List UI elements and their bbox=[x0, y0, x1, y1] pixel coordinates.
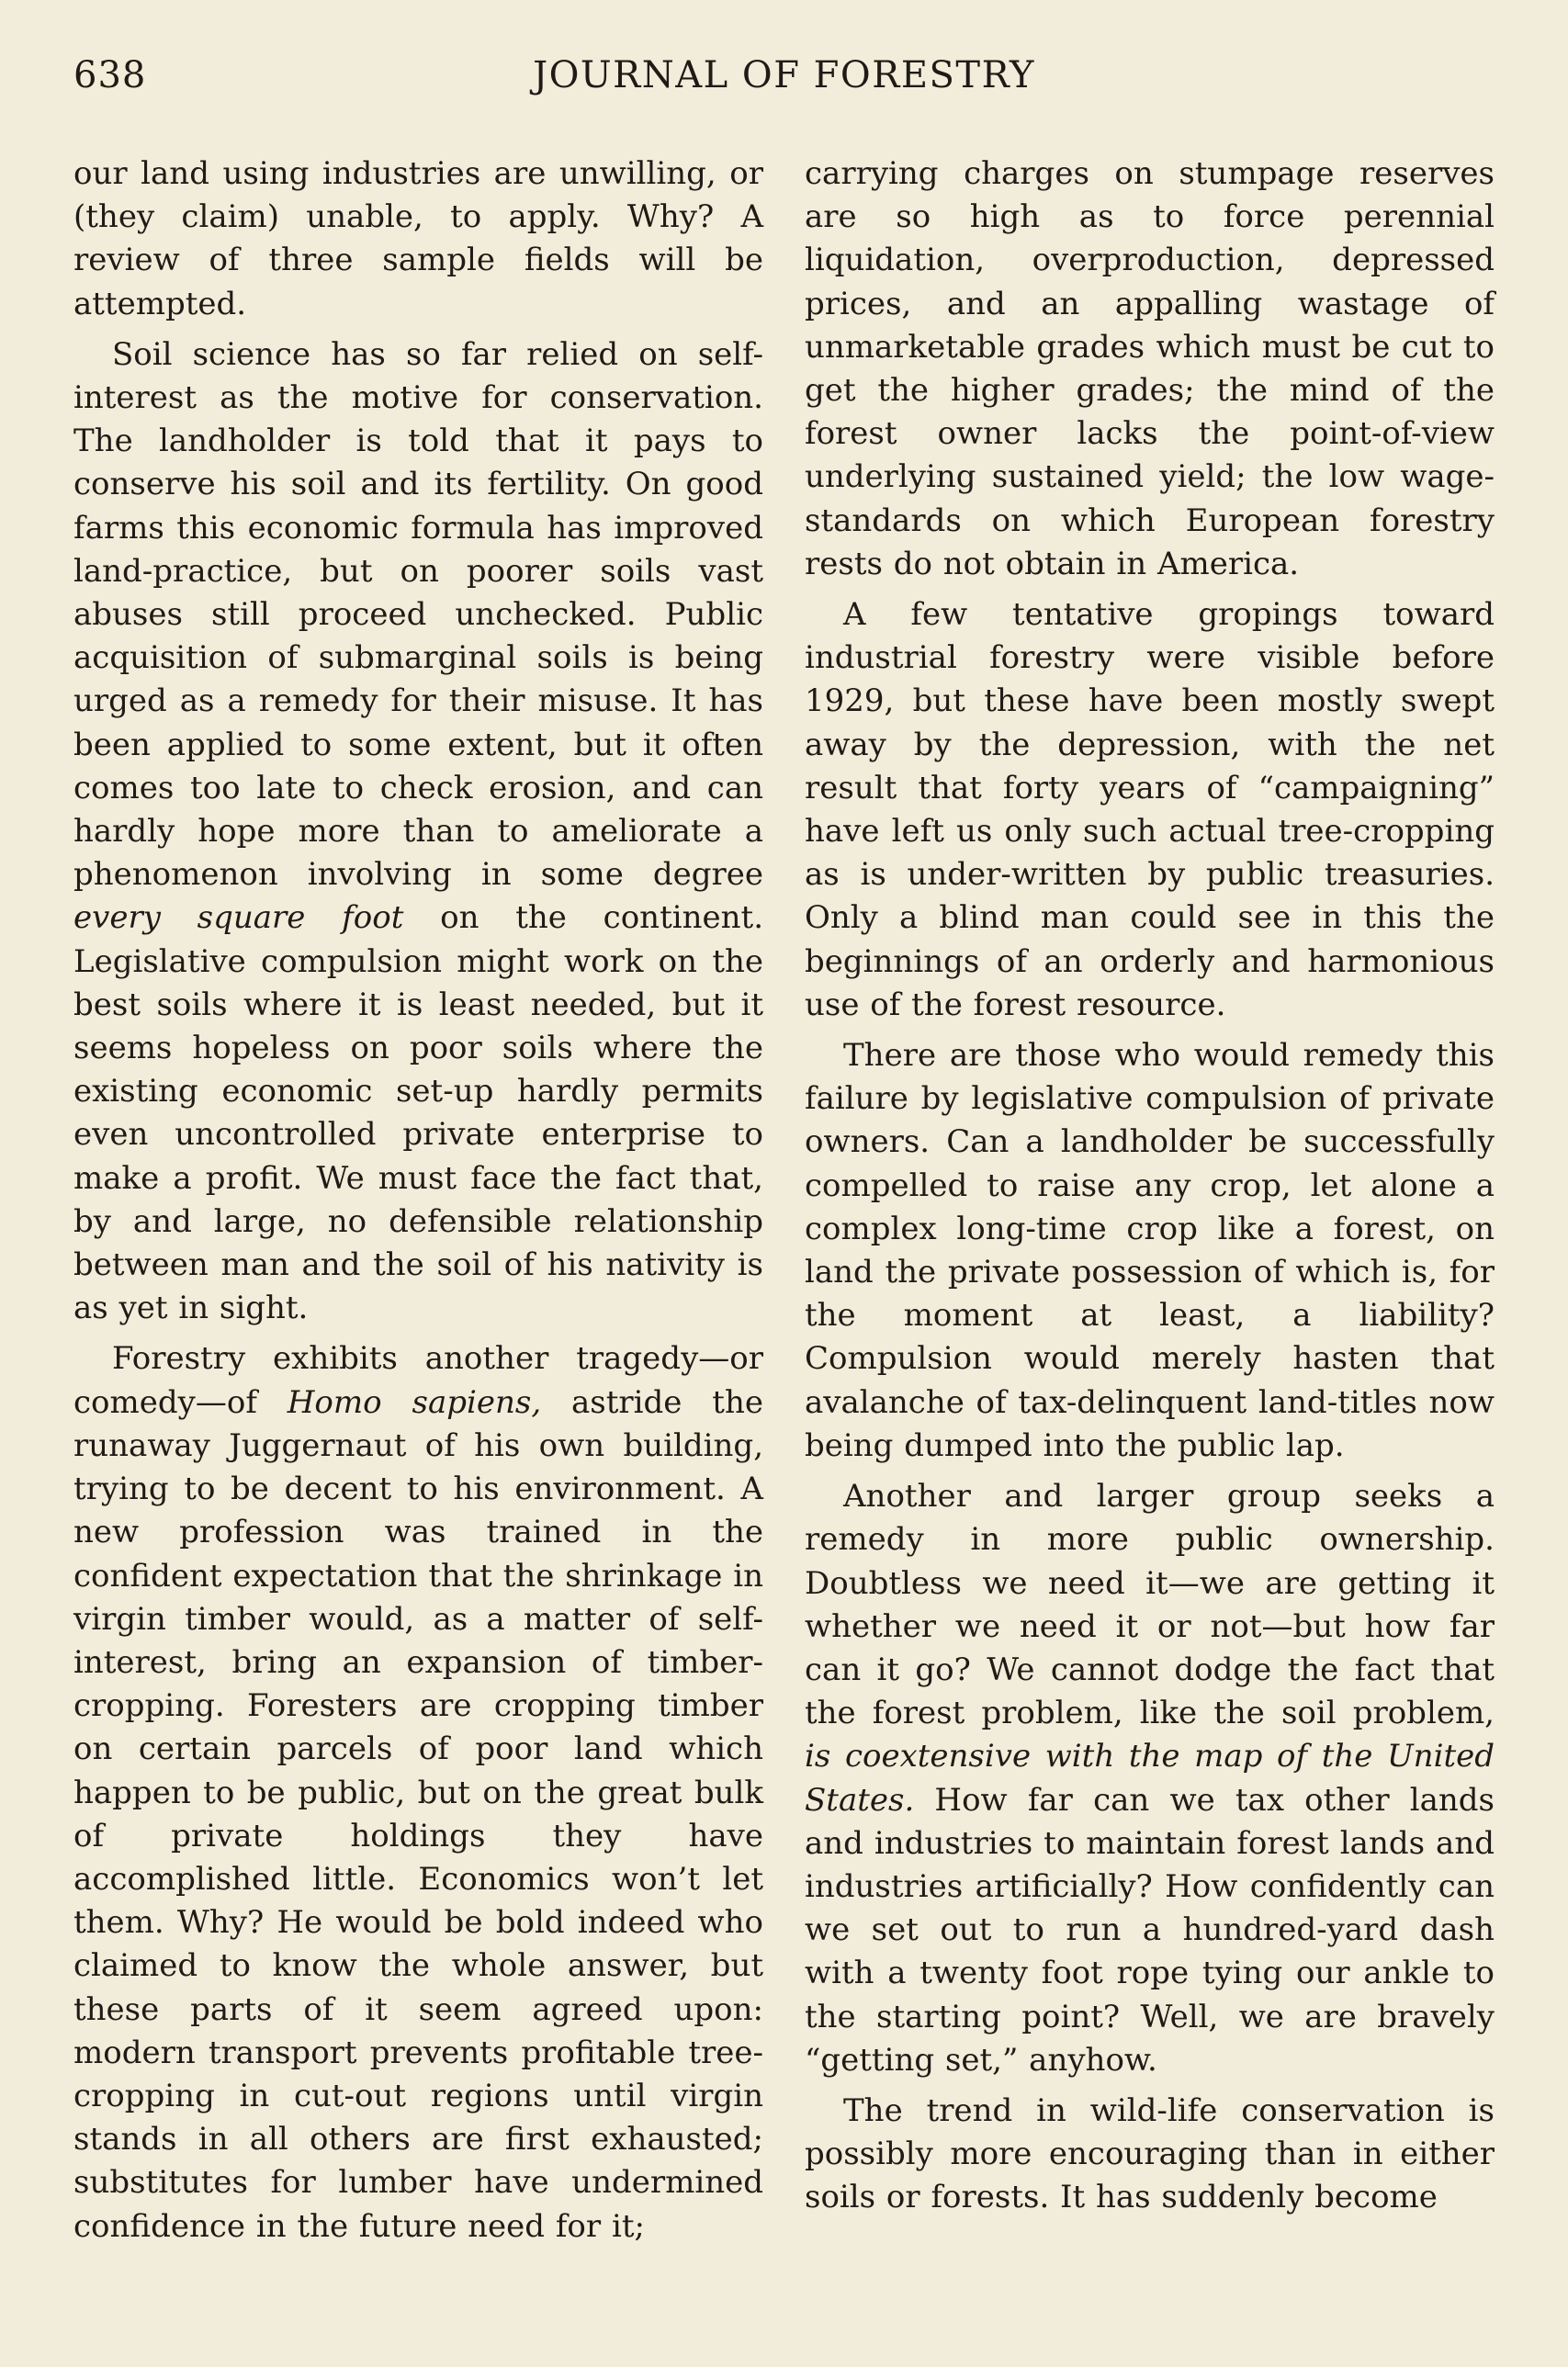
left-p3-text-a: Forestry exhibits another tragedy—or comedy—of bbox=[73, 1340, 763, 1421]
left-p2-text-a: Soil science has so far relied on self-interest as the motive for conservation. The landholder is told that it pays to conserve his soil and its fertility. On good farms this economic formula has improved land-practice, but on poorer soils vast abuses still proceed unchecked. Public acquisition of submarginal soils is being urged as a remedy for their misuse. It has been applied to some extent, but it often comes too late to check erosion, and can hardly hope more than to ameliorate a phenomenon involving in some degree bbox=[73, 335, 763, 894]
right-paragraph-2: A few tentative gropings toward industrial forestry were visible before 1929, but these have been mostly swept away by the depression, with the net result that forty years of “campaigning” have left us only such actual tree-cropping as is under-written by public treasuries. Only a blind man could see in this the beginnings of an orderly and harmonious use of the forest resource. bbox=[805, 596, 1495, 1023]
page-number: 638 bbox=[73, 54, 147, 96]
left-paragraph-2 bbox=[73, 333, 763, 1331]
left-column bbox=[73, 152, 763, 2256]
journal-title: JOURNAL OF FORESTRY bbox=[533, 54, 1035, 96]
right-paragraph-4 bbox=[805, 1475, 1495, 2082]
left-p2-emphasis: every square foot bbox=[73, 899, 404, 937]
right-column bbox=[805, 152, 1495, 2227]
right-paragraph-3: There are those who would remedy this failure by legislative compulsion of private owners. Can a landholder be successfully compelled to raise any crop, let alone a complex long-time crop like a forest, on land the private possession of which is, for the moment at least, a liability? Compulsion would merely hasten that avalanche of tax-delinquent land-titles now being dumped into the public lap. bbox=[805, 1037, 1495, 1464]
right-p4-emphasis: is coextensive with the map of the United States. bbox=[805, 1738, 1495, 1819]
left-p3-emphasis: Homo sapiens, bbox=[287, 1383, 542, 1421]
left-p2-text-b: on the continent. Legislative compulsion might work on the best soils where it is least needed, but it seems hopeless on poor soils where the existing economic set-up hardly permits even uncontrolled private enterprise to make a profit. We must face the fact that, by and large, no defensible relationship between man and the soil of his nativity is as yet in sight. bbox=[73, 899, 763, 1327]
left-paragraph-1: our land using industries are unwilling, or (they claim) unable, to apply. Why? A review of three sample fields will be attempted. bbox=[73, 155, 763, 322]
right-p4-text-b: How far can we tax other lands and industries to maintain forest lands and industries artificially? How confidently can we set out to run a hundred-yard dash with a twenty foot rope tying our ankle to the starting point? Well, we are bravely “getting set,” anyhow. bbox=[805, 1781, 1495, 2079]
left-paragraph-3 bbox=[73, 1337, 763, 2248]
left-p3-text-b: astride the runaway Juggernaut of his own building, trying to be decent to his environment. A new profession was trained in the confident expectation that the shrinkage in virgin timber would, as a matter of self-interest, bring an expansion of timber-cropping. Foresters are cropping timber on certain parcels of poor land which happen to be public, but on the great bulk of private holdings they have accomplished little. Economics won’t let them. Why? He would be bold indeed who claimed to know the whole answer, but these parts of it seem agreed upon: modern transport prevents profitable tree-cropping in cut-out regions until virgin stands in all others are first exhausted; substitutes for lumber have undermined confidence in the future need for it; bbox=[73, 1383, 763, 2245]
right-paragraph-5: The trend in wild-life conservation is possibly more encouraging than in either soils or forests. It has suddenly become bbox=[805, 2091, 1495, 2216]
right-paragraph-1: carrying charges on stumpage reserves are so high as to force perennial liquidation, overproduction, depressed prices, and an appalling wastage of unmarketable grades which must be cut to get the higher grades; the mind of the forest owner lacks the point-of-view underlying sustained yield; the low wage-standards on which European forestry rests do not obtain in America. bbox=[805, 155, 1495, 582]
right-p4-text-a: Another and larger group seeks a remedy in more public ownership. Doubtless we need it—we are getting it whether we need it or not—but how far can it go? We cannot dodge the fact that the forest problem, like the soil problem, bbox=[805, 1478, 1495, 1732]
